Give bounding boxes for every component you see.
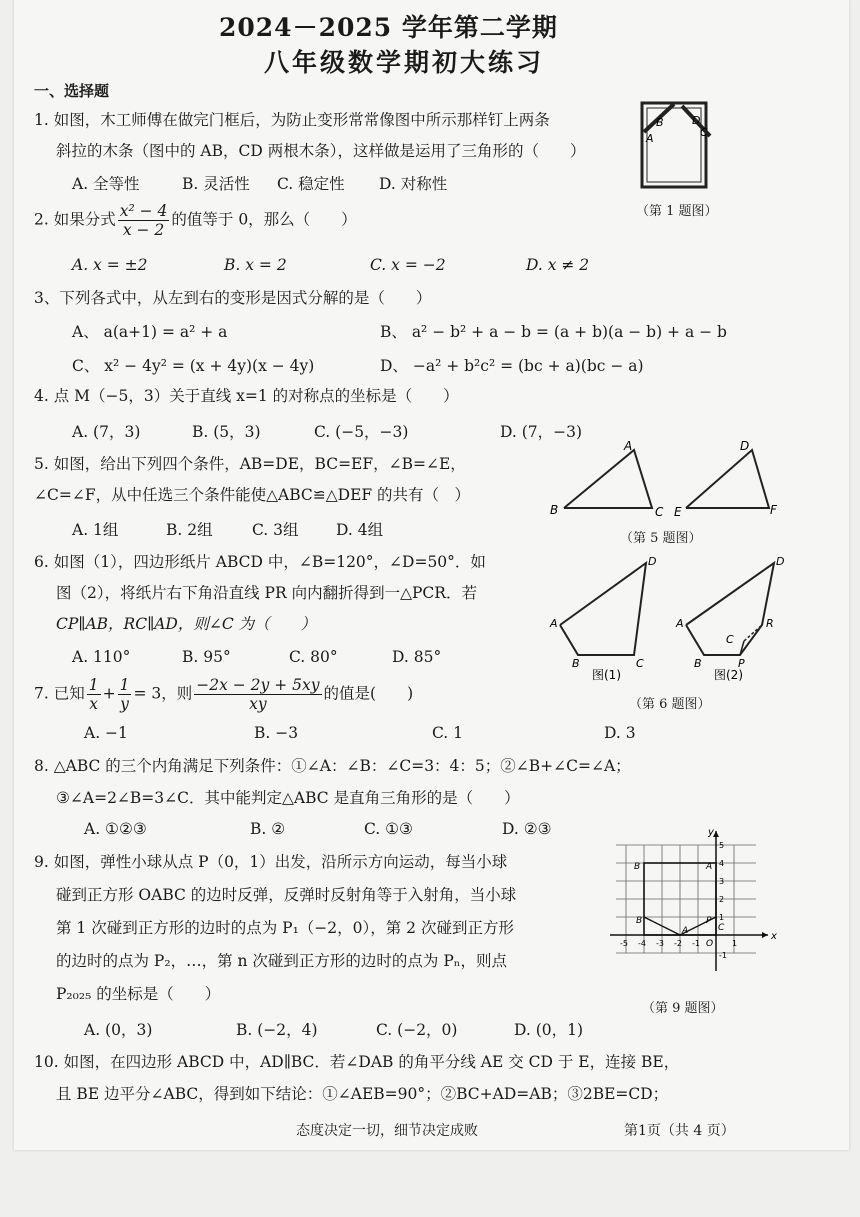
q1-line1: 1. 如图，木工师傅在做完门框后，为防止变形常常像图中所示那样钉上两条 [34, 111, 550, 129]
q9-label-c: C [718, 923, 725, 933]
exam-page [14, 0, 849, 1150]
q7-f2-den: y [120, 695, 129, 713]
footer-page-number: 第1页（共 4 页） [624, 1123, 735, 1139]
q6-fig1-caption: 图(1) [592, 668, 621, 682]
q1-label-a: A [646, 132, 654, 145]
q7-mid: = 3，则 [133, 684, 193, 703]
q4-option-c: C. (−5，−3) [314, 423, 409, 441]
exam-title-name: 八年级数学期初大练习 [264, 48, 545, 77]
q9-caption: （第 9 题图） [642, 1001, 724, 1016]
q4-option-a: A. (7，3) [72, 423, 141, 441]
q9-line1: 9. 如图，弹性小球从点 P（0，1）出发，沿所示方向运动，每当小球 [34, 853, 508, 871]
q9-label-b: B [634, 862, 641, 872]
section-heading: 一、选择题 [34, 82, 110, 100]
q9-y-tick-3: 3 [719, 877, 725, 886]
q9-option-c: C. (−2，0) [376, 1021, 458, 1039]
q6-line1: 6. 如图（1），四边形纸片 ABCD 中，∠B=120°，∠D=50°．如 [34, 553, 486, 571]
q6-line3: CP∥AB，RC∥AD，则∠C 为（ ） [56, 615, 317, 633]
q8-option-b: B. ② [250, 820, 286, 838]
q1-option-a: A. 全等性 [72, 175, 140, 193]
q5-line2: ∠C=∠F，从中任选三个条件能使△ABC≌△DEF 的共有（ ） [34, 486, 471, 504]
q9-option-d: D. (0，1) [514, 1021, 584, 1039]
q6-fig2-label-c: C [726, 633, 734, 646]
q5-option-c: C. 3组 [252, 521, 299, 539]
q6-fig1-label-c: C [636, 657, 644, 670]
q8-option-a: A. ①②③ [84, 820, 147, 838]
q9-x-tick-4: -2 [674, 939, 682, 948]
q7-f3-num: −2x − 2y + 5xy [196, 676, 320, 694]
q9-x-tick-1: -5 [620, 939, 628, 948]
q6-quadrilateral-figure [544, 553, 794, 693]
q9-y-tick-4: 2 [719, 895, 725, 904]
q5-triangles-figure [544, 438, 784, 523]
q9-line2: 碰到正方形 OABC 的边时反弹，反弹时反射角等于入射角，当小球 [56, 886, 517, 904]
q6-fig2-label-b: B [694, 657, 702, 670]
q6-fig2-label-r: R [766, 617, 774, 630]
q8-option-d: D. ②③ [502, 820, 552, 838]
q7-fraction-1 [87, 676, 101, 713]
q6-option-b: B. 95° [182, 648, 231, 666]
q1-line2: 斜拉的木条（图中的 AB，CD 两根木条），这样做是运用了三角形的（ ） [56, 142, 586, 160]
q6-fig1-label-d: D [648, 555, 657, 568]
q8-option-c: C. ①③ [364, 820, 413, 838]
q9-x-label: x [771, 931, 777, 942]
q7-option-d: D. 3 [604, 724, 636, 742]
q5-label-d: D [740, 439, 750, 453]
q7-option-b: B. −3 [254, 724, 299, 742]
q9-line3: 第 1 次碰到正方形的边时的点为 P₁（−2，0），第 2 次碰到正方形 [56, 919, 514, 937]
q9-y-tick-5: 1 [719, 913, 725, 922]
q5-label-e: E [674, 505, 682, 519]
q2-numerator: x² − 4 [119, 202, 168, 220]
q1-door-frame-figure [634, 98, 724, 193]
q7-option-c: C. 1 [432, 724, 464, 742]
q3-option-c: C、 x² − 4y² = (x + 4y)(x − 4y) [72, 357, 315, 375]
q5-label-f: F [770, 503, 777, 517]
q6-fig2-caption: 图(2) [714, 668, 743, 682]
q1-option-b: B. 灵活性 [182, 175, 250, 193]
q9-label-p: P [706, 916, 712, 926]
q9-x-tick-6: 1 [732, 939, 738, 948]
footer-motto: 态度决定一切，细节决定成败 [296, 1123, 478, 1139]
q9-y-tick-2: 4 [719, 859, 725, 868]
q9-y-tick-6: -1 [719, 951, 727, 960]
q2-option-a: A. x = ±2 [72, 256, 148, 274]
q1-label-c: C [700, 126, 708, 139]
q2-prefix: 2. 如果分式 [34, 210, 116, 229]
q7-option-a: A. −1 [84, 724, 128, 742]
q6-fig1-label-b: B [572, 657, 580, 670]
q3-option-a: A、 a(a+1) = a² + a [72, 323, 228, 341]
q9-origin-label: O [706, 939, 714, 949]
q4-option-b: B. (5，3) [192, 423, 261, 441]
q5-option-a: A. 1组 [72, 521, 119, 539]
q3-option-d: D、 −a² + b²c² = (bc + a)(bc − a) [380, 357, 644, 375]
q2-option-b: B. x = 2 [224, 256, 287, 274]
q7-stem [34, 676, 413, 713]
q2-stem [34, 202, 357, 239]
q1-label-d: D [692, 114, 701, 127]
q5-label-c: C [655, 505, 664, 519]
q7-prefix: 7. 已知 [34, 684, 85, 703]
q5-option-d: D. 4组 [336, 521, 384, 539]
q8-line2: ③∠A=2∠B=3∠C．其中能判定△ABC 是直角三角形的是（ ） [56, 789, 520, 807]
q7-f3-den: xy [249, 695, 267, 713]
q8-line1: 8. △ABC 的三个内角满足下列条件：①∠A：∠B：∠C=3：4：5；②∠B+∠C=∠A； [34, 757, 631, 775]
exam-title-year: 2024－2025 学年第二学期 [219, 13, 558, 42]
q1-option-c: C. 稳定性 [277, 175, 345, 193]
q9-line5: P₂₀₂₅ 的坐标是（ ） [56, 985, 221, 1003]
q5-option-b: B. 2组 [166, 521, 213, 539]
q7-f2-num: 1 [119, 676, 130, 694]
q1-caption: （第 1 题图） [636, 204, 718, 219]
q6-option-a: A. 110° [72, 648, 131, 666]
q7-suffix: 的值是( ) [323, 684, 414, 703]
q6-fig2-label-a: A [676, 617, 684, 630]
q5-label-a: A [624, 439, 633, 453]
q7-fraction-3 [194, 676, 321, 713]
q9-x-tick-2: -4 [638, 939, 646, 948]
q1-label-b: B [656, 116, 664, 129]
q5-label-b: B [550, 503, 559, 517]
q1-option-d: D. 对称性 [379, 175, 448, 193]
q7-plus: + [102, 684, 116, 703]
q7-f1-num: 1 [88, 676, 99, 694]
q2-denominator: x − 2 [122, 221, 165, 239]
q6-fig2-label-p: P [738, 657, 745, 670]
q7-f1-den: x [89, 695, 99, 713]
q4-option-d: D. (7，−3) [500, 423, 583, 441]
q6-fig2-label-d: D [776, 555, 785, 568]
q2-option-c: C. x = −2 [370, 256, 446, 274]
q2-fraction [118, 202, 170, 239]
q5-line1: 5. 如图，给出下列四个条件，AB=DE，BC=EF，∠B=∠E， [34, 455, 466, 473]
q9-label-p1: A [682, 926, 689, 936]
q6-option-d: D. 85° [392, 648, 442, 666]
q9-x-tick-5: -1 [692, 939, 700, 948]
q6-fig1-label-a: A [550, 617, 558, 630]
q4-stem: 4. 点 M（−5，3）关于直线 x=1 的对称点的坐标是（ ） [34, 387, 459, 405]
q3-stem: 3、下列各式中，从左到右的变形是因式分解的是（ ） [34, 289, 432, 307]
q9-label-a: A [706, 862, 713, 872]
q5-caption: （第 5 题图） [620, 531, 702, 546]
q9-option-a: A. (0，3) [84, 1021, 153, 1039]
q9-line4: 的边时的点为 P₂，…，第 n 次碰到正方形的边时的点为 Pₙ，则点 [56, 952, 507, 970]
q6-line2: 图（2），将纸片右下角沿直线 PR 向内翻折得到一△PCR．若 [56, 584, 477, 602]
q10-line1: 10. 如图，在四边形 ABCD 中，AD∥BC．若∠DAB 的角平分线 AE 交 CD 于 E，连接 BE， [34, 1053, 680, 1071]
q2-suffix: 的值等于 0，那么（ ） [171, 210, 357, 229]
q9-y-tick-1: 5 [719, 841, 725, 850]
q9-label-p2: B [636, 916, 643, 926]
q9-coordinate-grid [606, 825, 781, 980]
q9-y-label: y [708, 827, 714, 838]
q10-line2: 且 BE 边平分∠ABC，得到如下结论：①∠AEB=90°；②BC+AD=AB；③2BE=CD； [56, 1085, 669, 1103]
q7-fraction-2 [118, 676, 132, 713]
q9-x-tick-3: -3 [656, 939, 664, 948]
q6-caption: （第 6 题图） [629, 697, 711, 712]
q3-option-b: B、 a² − b² + a − b = (a + b)(a − b) + a − b [380, 323, 727, 341]
q6-option-c: C. 80° [289, 648, 338, 666]
q9-option-b: B. (−2，4) [236, 1021, 318, 1039]
q2-option-d: D. x ≠ 2 [526, 256, 590, 274]
